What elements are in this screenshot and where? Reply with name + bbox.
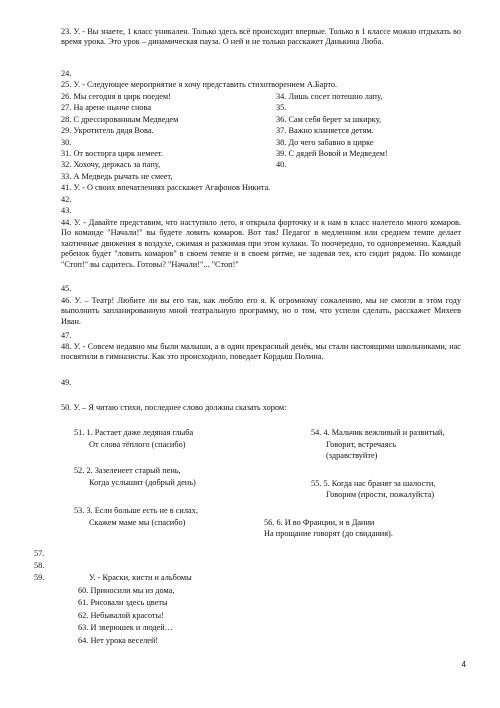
line-59-number: 59.	[34, 573, 45, 582]
paragraph-44: 44. У. - Давайте представим, что наступило лето, я открыла форточку и к нам в класс налетело много комаров. По команде "Начали!" вы будете ловить комаров. Вот так! Педагог в медленном или среднем темпе делает хаотичные движения в воздухе, сжимая и разжимая при этом кулаки. То поочередно, то одновременно. Каждый ребенок будет "ловить комаров" в своем темпе и в своем ритме, не задевая тех, кто сидит рядом. По команде "Стоп!" вы садитесь. Готовы? "Начали!"... "Стоп!"	[61, 218, 461, 269]
line-57: 57.	[34, 549, 45, 558]
rhyme-55-line-1: 55. 5. Когда нас бранят за шалости,	[311, 479, 436, 488]
rhyme-51-line-2: От слова тёплого (спасибо)	[89, 440, 186, 449]
line-58: 58.	[34, 561, 45, 570]
end-line-63: 63. И зверюшек и людей…	[78, 623, 173, 632]
rhyme-51-line-1: 51. 1. Растает даже ледяная глыба	[74, 428, 194, 437]
line-49: 49.	[61, 378, 72, 387]
line-42: 42.	[61, 195, 72, 204]
poem-line-32: 32. Хохочу, держась за папу,	[61, 160, 161, 169]
line-59-text: У. - Краски, кисти и альбомы	[89, 573, 192, 582]
poem-line-38: 38. До чего забавно в цирке	[276, 138, 374, 147]
line-25: 25. У. - Следующее мероприятие я хочу представить стихотворением А.Барто.	[61, 80, 338, 89]
rhyme-53-line-2: Скажем маме мы (спасибо)	[89, 518, 186, 527]
rhyme-54-line-2: Говорит, встречаясь	[326, 440, 397, 449]
rhyme-52-line-1: 52. 2. Зазеленеет старый пень,	[74, 466, 181, 475]
poem-line-30: 30.	[61, 138, 72, 147]
poem-line-37: 37. Важно кланяется детям.	[276, 126, 374, 135]
end-line-60: 60. Приносили мы из дома,	[78, 586, 175, 595]
line-47: 47.	[61, 331, 72, 340]
rhyme-56-line-2: На прощание говорят (до свидания).	[264, 529, 393, 538]
end-line-61: 61. Рисовали здесь цветы	[78, 598, 168, 607]
line-50: 50. У. – Я читаю стихи, последнее слово должны сказать хором:	[61, 403, 287, 412]
paragraph-23: 23. У. - Вы знаете, 1 класс уникален. Только здесь всё происходит впервые. Только в 1 классе можно отдыхать во время урока. Это урок – динамическая пауза. О ней и не только расскажет Данькина Люба.	[61, 27, 461, 47]
line-24: 24.	[61, 69, 72, 78]
paragraph-46: 46. У. – Театр! Любите ли вы его так, как люблю его я. К огромному сожалению, мы не смогли в этом году выполнить запланированную мной театральную программу, но о том, что успели сделать, расскажет Михеев Иван.	[61, 296, 461, 326]
end-line-64: 64. Нет урока веселей!	[78, 636, 159, 645]
poem-line-27: 27. На арене нынче снова	[61, 103, 152, 112]
poem-line-39: 39. С дядей Вовой и Медведем!	[276, 149, 388, 158]
rhyme-56-line-1: 56. 6. И во Франции, и в Дании	[264, 518, 375, 527]
line-45: 45.	[61, 284, 72, 293]
line-41: 41. У. - О своих впечатлениях расскажет Агафонов Никита.	[61, 183, 271, 192]
poem-line-29: 29. Укротитель дядя Вова.	[61, 126, 154, 135]
rhyme-53-line-1: 53. 3. Если больше есть не в силах,	[74, 506, 198, 515]
poem-line-35: 35.	[276, 103, 287, 112]
poem-line-28: 28. С дрессированным Медведем	[61, 115, 179, 124]
poem-line-40: 40.	[276, 160, 287, 169]
rhyme-54-line-3: (здравствуйте)	[326, 451, 378, 460]
poem-line-34: 34. Лишь сосет потешно лапу,	[276, 92, 383, 101]
rhyme-54-line-1: 54. 4. Мальчик вежливый и развитый,	[311, 428, 445, 437]
rhyme-52-line-2: Когда услышит (добрый день)	[89, 478, 196, 487]
paragraph-48: 48. У. - Совсем недавно мы были малыши, а в один прекрасный денёк, мы стали настоящими школьниками, нас посвятили в гимназисты. Как это происходило, поведает Кордыш Полина.	[61, 342, 461, 362]
rhyme-55-line-2: Говорим (прости, пожалуйста)	[326, 490, 435, 499]
end-line-62: 62. Небывалой красоты!	[78, 611, 164, 620]
poem-line-26: 26. Мы сегодня в цирк поедем!	[61, 92, 171, 101]
line-43: 43.	[61, 206, 72, 215]
line-33: 33. А Медведь рычать не смеет,	[61, 172, 173, 181]
page-number: 4	[461, 659, 466, 669]
poem-line-36: 36. Сам себя берет за шкирку,	[276, 115, 382, 124]
poem-line-31: 31. От восторга цирк немеет.	[61, 149, 163, 158]
